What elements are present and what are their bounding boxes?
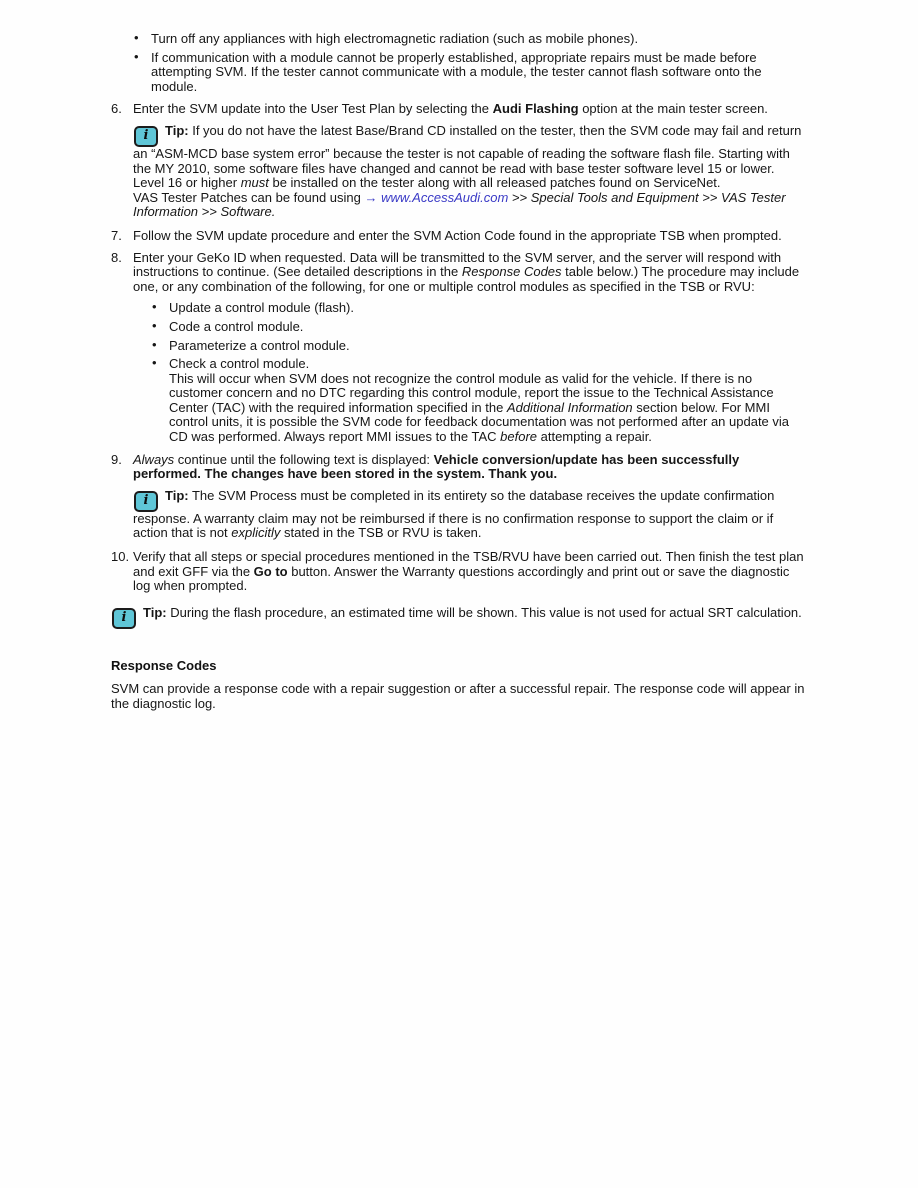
text-segment: continue until the following text is displayed: [174, 451, 434, 467]
numbered-item [111, 550, 807, 594]
text-segment: table below.) The procedure may include one, or any combination of the following, for one or multiple control modules as specified in the TSB or RVU: [133, 264, 800, 294]
text-segment: option at the main tester screen. [578, 101, 768, 117]
text-segment: During the flash procedure, an estimated time will be shown. This value is not used for actual SRT calculation. [166, 604, 802, 620]
info-icon: i [112, 608, 136, 629]
text-segment: Additional Information [506, 399, 633, 415]
item-number: 8. [111, 249, 122, 265]
list-item [111, 357, 807, 445]
text-segment: Parameterize a control module. [169, 337, 350, 353]
bullet-list [111, 301, 807, 444]
text-segment: before [500, 429, 538, 445]
text-segment: must [240, 175, 269, 191]
text-segment: Go to [253, 563, 288, 579]
text-segment: Follow the SVM update procedure and enter the SVM Action Code found in the appropriate TSB when prompted. [133, 227, 782, 243]
text-segment: VAS Tester Patches can be found using [133, 189, 365, 205]
item-text [133, 453, 807, 482]
numbered-item [111, 229, 807, 244]
tip-note [111, 606, 807, 629]
text-segment: Tip: [165, 122, 189, 138]
item-number: 7. [111, 227, 122, 243]
text-segment: Audi Flashing [492, 101, 579, 117]
text-segment: Always [133, 451, 175, 467]
list-item [111, 32, 807, 47]
info-icon: i [134, 491, 158, 512]
bullet-list [111, 32, 807, 94]
item-number: 9. [111, 451, 122, 467]
tip-note [133, 489, 807, 541]
item-number: 10. [111, 549, 130, 565]
text-segment: Tip: [143, 604, 167, 620]
section-heading: Response Codes [111, 657, 217, 673]
text-segment: Check a control module. [169, 356, 310, 372]
text-segment: If you do not have the latest Base/Brand CD installed on the tester, then the SVM code may fail and return an “ASM-MCD base system error” because the tester is not capable of reading the software flash file. Starting with the MY 2010, some software files have changed and cannot be read with base tester software level 15 or lower. Level 16 or higher [133, 122, 802, 191]
item-text [133, 550, 807, 594]
text-segment: Update a control module (flash). [169, 300, 354, 316]
text-segment: attempting a repair. [537, 429, 652, 445]
text-segment: This will occur when SVM does not recognize the control module as valid for the vehicle. If there is no customer concern and no DTC regarding this control module, report the issue to the Technical Assistance Center (TAC) with the required information specified in the [169, 370, 774, 415]
item-text [133, 102, 807, 117]
list-item [111, 339, 807, 354]
access-audi-link[interactable]: → [364, 189, 382, 205]
list-item [111, 51, 807, 95]
paragraph [111, 682, 807, 711]
text-segment: Enter your GeKo ID when requested. Data will be transmitted to the SVM server, and the server will respond with instructions to continue. (See detailed descriptions in the [133, 249, 782, 280]
numbered-item [111, 453, 807, 482]
text-segment: The SVM Process must be completed in its entirety so the database receives the update confirmation response. A warranty claim may not be reimbursed if there is no confirmation response to support the claim or if action that is not [133, 487, 775, 541]
access-audi-link[interactable]: www.AccessAudi.com [381, 189, 509, 205]
text-segment: SVM can provide a response code with a repair suggestion or after a successful repair. The response code will appear in the diagnostic log. [111, 681, 805, 711]
text-segment: Enter the SVM update into the User Test Plan by selecting the [133, 101, 493, 117]
text-segment: Vehicle conversion/update has been successfully performed. The changes have been stored in the system. Thank you. [133, 451, 740, 482]
item-text [133, 251, 807, 295]
item-number: 6. [111, 101, 122, 117]
text-segment: explicitly [231, 525, 281, 541]
text-segment: Response Codes [461, 264, 562, 280]
text-segment: Code a control module. [169, 318, 304, 334]
tip-note [133, 124, 807, 220]
text-segment: >> Special Tools and Equipment >> VAS Tester Information >> Software. [133, 189, 786, 220]
document-content [111, 32, 807, 712]
text-segment: Tip: [165, 487, 189, 503]
text-segment: stated in the TSB or RVU is taken. [280, 525, 482, 541]
text-segment: be installed on the tester along with all released patches found on ServiceNet. [268, 175, 721, 191]
item-text [133, 229, 807, 244]
list-item [111, 301, 807, 316]
numbered-item [111, 102, 807, 117]
list-item [111, 320, 807, 335]
text-segment: Turn off any appliances with high electromagnetic radiation (such as mobile phones). [151, 31, 639, 46]
info-icon: i [134, 126, 158, 147]
text-segment: section below. For MMI control units, it is possible the SVM code for feedback documentation was not performed after an update via CD was performed. Always report MMI issues to the TAC [169, 399, 790, 445]
text-segment: button. Answer the Warranty questions accordingly and print out or save the diagnostic log when prompted. [133, 563, 790, 594]
numbered-item [111, 251, 807, 295]
text-segment: If communication with a module cannot be properly established, appropriate repairs must be made before attempting SVM. If the tester cannot communicate with a module, the tester cannot flash software onto the module. [151, 49, 762, 94]
text-segment: Verify that all steps or special procedures mentioned in the TSB/RVU have been carried out. Then finish the test plan and exit GFF via the [133, 549, 804, 579]
